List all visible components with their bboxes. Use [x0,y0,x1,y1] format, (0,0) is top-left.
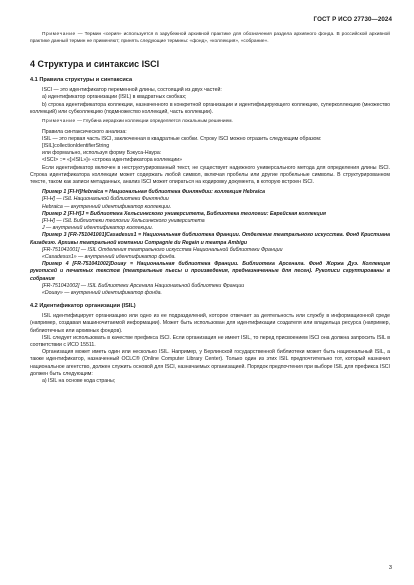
document-header: ГОСТ Р ИСО 27730—2024 [313,16,392,23]
example: Пример 4 [FR-751041002]Douay = Национальная библиотека Франции. Библиотека Арсенала. Фонд Жоржа Дуэ. Коллекция рукописей и печатных текстов (театральные пьесы и произведения, предназначенные для песен). Рукописи сгруппированы в собрания [30,261,390,282]
section-4-1-heading: 4.1 Правила структуры и синтаксиса [30,77,133,84]
note-text: — Термин «серия» используется в зарубежной архивной практике для обозначения раздела архивного фонда. В российской архивной практике данный термин не применяют; принять следующие термины: «фонд», «коллекция», «собрание». [30,32,390,44]
list-item: а) ISIL на основе кода страны; [42,378,116,385]
syntax-line: <ISCI> ::= «[»ISIL»]» «строка идентификатора коллекции» [42,157,183,164]
example-line: [FI-H] — ISIL Библиотеки теологии Хельсинкского университета [42,218,205,225]
paragraph: ISIL — это первая часть ISCI, заключенная в квадратные скобки. Строку ISCI можно отразить следующим образом: [42,135,322,142]
note-label: Примечание [42,32,76,37]
example-line: J — внутренний идентификатор коллекции. [42,225,154,232]
paragraph: ISIL идентифицирует организацию или одно из ее подразделений, которое отвечает за деятельность или службу в информационной среде (например, создавая машиночитаемой информации). Может быть использован для идентификации создателя или владельца ресурса (например, библиотечных или архивных фондов). [30,313,390,334]
example: Пример 1 [FI-H]Hebraica = Национальная библиотека Финляндии: коллекция Hebraica [42,189,265,196]
paragraph: Организация может иметь один или несколько ISIL. Например, у Берлинской государственной библиотеки может быть национальный ISIL, а также идентификатор, назначенный OCLC® (Online Computer Library Center). Только один из этих ISIL предпочтительно тот, который назначил национальное агентство, должен служить основой для ISCI, назначаемых организацией. Порядок предпочтения при выборе ISIL для префикса ISCI должен быть следующим: [30,349,390,377]
paragraph: ISCI — это идентификатор переменной длины, состоящий из двух частей: [42,87,222,94]
example-line: [FI-H] — ISIL Национальной библиотеки Финляндии [42,196,169,203]
section-4-2-heading: 4.2 Идентификатор организации (ISIL) [30,303,136,310]
paragraph: Если идентификатор включен в неструктурированный текст, не существует надежного универсального метода для определения длины ISCI. Строка идентификатора коллекции может содержать любой символ, включая пробелы или другие пробельные символы. В структурированном тексте, таком как записи метаданных, анализ ISCI может опираться на кодировку документа, в которую встроен ISCI. [30,164,390,186]
example-line: Hebraica — внутренний идентификатор коллекции. [42,203,172,210]
example-line: «Casadesus1» — внутренний идентификатор фонда. [42,254,176,261]
example-line: [FR-751041002] — ISIL Библиотеки Арсенала Национальной библиотеки Франции [42,282,245,289]
example-line: «Douay» — внутренний идентификатор фонда. [42,290,162,297]
top-note [30,32,390,45]
example: Пример 3 [FR-751041001]Casadesus1 = Национальная библиотека Франции. Отделение театрального искусства. Фонд Кристиана Казадезю. Архивы театральной компании Compagnie du Regain и театра Ambigu [30,232,390,246]
syntax-line: [ISIL]collectionIdentifierString [42,143,110,149]
note-text: — Глубина иерархии коллекции определяется локальным решением. [77,119,233,124]
list-item: b) строка идентификатора коллекции, назначенного в конкретной организации и идентифицирующего коллекцию, суперколлекцию (множество коллекций) или субколлекцию (подмножество коллекций, часть коллекции). [30,101,390,115]
note-label: Примечание [42,119,76,124]
example-line: [FR-751041001] — ISIL Отделения театрального искусства Национальной библиотеки Франции [42,246,283,253]
paragraph: ISIL следует использовать в качестве префикса ISCI. Если организация не имеет ISIL, то перед присвоением ISCI она должна запросить ISIL в соответствии с ИСО 15511. [30,334,390,349]
note [30,119,390,126]
example: Пример 2 [FI-H]J = Библиотека Хельсинкского университета, Библиотека теологии: Еврейская коллекция [42,210,326,217]
list-item: а) идентификатор организации (ISIL) в квадратных скобках; [42,94,187,101]
page-number: 3 [388,565,392,571]
paragraph: или формально, используя форму Бэкуса-Наура: [42,150,162,157]
paragraph: Правила синтаксического анализа: [42,128,127,135]
section-4-heading: 4 Структура и синтаксис ISCI [30,59,160,70]
page-content [30,32,390,385]
